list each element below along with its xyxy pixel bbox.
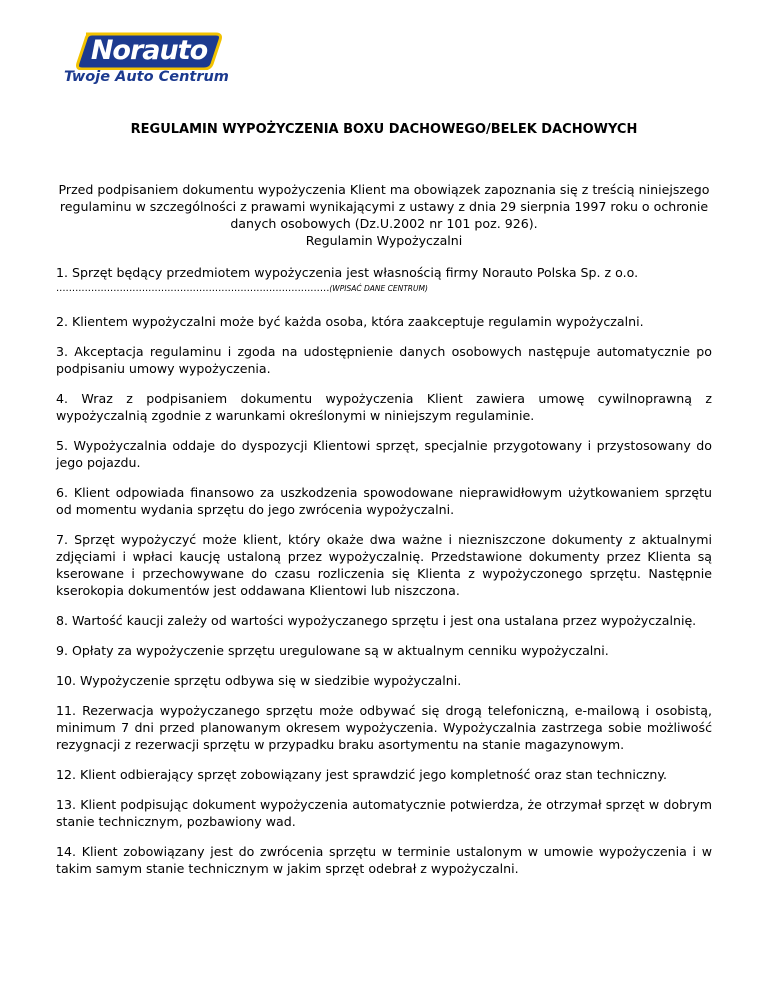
regulation-list	[56, 264, 712, 890]
norauto-logo	[64, 26, 244, 86]
fill-in-note: (WPISAĆ DANE CENTRUM)	[329, 284, 428, 293]
regulation-item-13: 13. Klient podpisując dokument wypożyczenia automatycznie potwierdza, że otrzymał sprzęt w dobrym stanie technicznym, pozbawiony wad.	[56, 797, 712, 829]
intro-block	[56, 181, 712, 249]
regulation-item-6: 6. Klient odpowiada finansowo za uszkodzenia spowodowane nieprawidłowym użytkowaniem sprzętu od momentu wydania sprzętu do jego zwrócenia wypożyczalni.	[56, 485, 712, 517]
logo-brand: Norauto	[90, 35, 208, 66]
regulation-item-3: 3. Akceptacja regulaminu i zgoda na udostępnienie danych osobowych następuje automatycznie po podpisaniu umowy wypożyczenia.	[56, 344, 712, 376]
regulation-item-2: 2. Klientem wypożyczalni może być każda osoba, która zaakceptuje regulamin wypożyczalni.	[56, 314, 644, 329]
regulation-item-8: 8. Wartość kaucji zależy od wartości wypożyczanego sprzętu i jest ona ustalana przez wypożyczalnię.	[56, 613, 697, 628]
regulation-item-10: 10. Wypożyczenie sprzętu odbywa się w siedzibie wypożyczalni.	[56, 673, 462, 688]
regulation-item-12: 12. Klient odbierający sprzęt zobowiązany jest sprawdzić jego kompletność oraz stan techniczny.	[56, 767, 668, 782]
regulation-item-14: 14. Klient zobowiązany jest do zwrócenia sprzętu w terminie ustalonym w umowie wypożyczenia i w takim samym stanie technicznym w jakim sprzęt odebrał z wypożyczalni.	[56, 844, 712, 876]
regulation-item-9: 9. Opłaty za wypożyczenie sprzętu uregulowane są w aktualnym cenniku wypożyczalni.	[56, 643, 609, 658]
logo-tagline: Twoje Auto Centrum	[64, 69, 229, 85]
document-title: REGULAMIN WYPOŻYCZENIA BOXU DACHOWEGO/BELEK DACHOWYCH	[130, 122, 638, 137]
regulation-item-4: 4. Wraz z podpisaniem dokumentu wypożyczenia Klient zawiera umowę cywilnoprawną z wypożyczalnią zgodnie z warunkami określonymi w niniejszym regulaminie.	[56, 391, 712, 423]
regulation-item-5: 5. Wypożyczalnia oddaje do dyspozycji Klientowi sprzęt, specjalnie przygotowany i przystosowany do jego pojazdu.	[56, 438, 712, 470]
intro-text: Przed podpisaniem dokumentu wypożyczenia Klient ma obowiązek zapoznania się z treścią niniejszego regulaminu w szczególności z prawami wynikającymi z ustawy z dnia 29 sierpnia 1997 roku o ochronie danych osobowych (Dz.U.2002 nr 101 poz. 926).	[58, 182, 710, 231]
regulation-item-1: 1. Sprzęt będący przedmiotem wypożyczenia jest własnością firmy Norauto Polska Sp. z o.o.	[56, 265, 639, 280]
intro-subheading: Regulamin Wypożyczalni	[305, 233, 463, 248]
fill-in-line	[56, 281, 712, 296]
regulation-item-11: 11. Rezerwacja wypożyczanego sprzętu może odbywać się drogą telefoniczną, e-mailową i osobistą, minimum 7 dni przed planowanym okresem wypożyczenia. Wypożyczalnia zastrzega sobie możliwość rezygnacji z rezerwacji sprzętu w przypadku braku asortymentu na stanie magazynowym.	[56, 703, 712, 752]
fill-in-dots: ......................................................................................	[56, 283, 330, 294]
regulation-item-7: 7. Sprzęt wypożyczyć może klient, który okaże dwa ważne i niezniszczone dokumenty z aktualnymi zdjęciami i wpłaci kaucję ustaloną przez wypożyczalnię. Przedstawione dokumenty przez Klienta są kserowane i przechowywane do czasu rozliczenia się Klienta z wypożyczonego sprzętu. Następnie kserokopia dokumentów jest oddawana Klientowi lub niszczona.	[56, 532, 712, 598]
